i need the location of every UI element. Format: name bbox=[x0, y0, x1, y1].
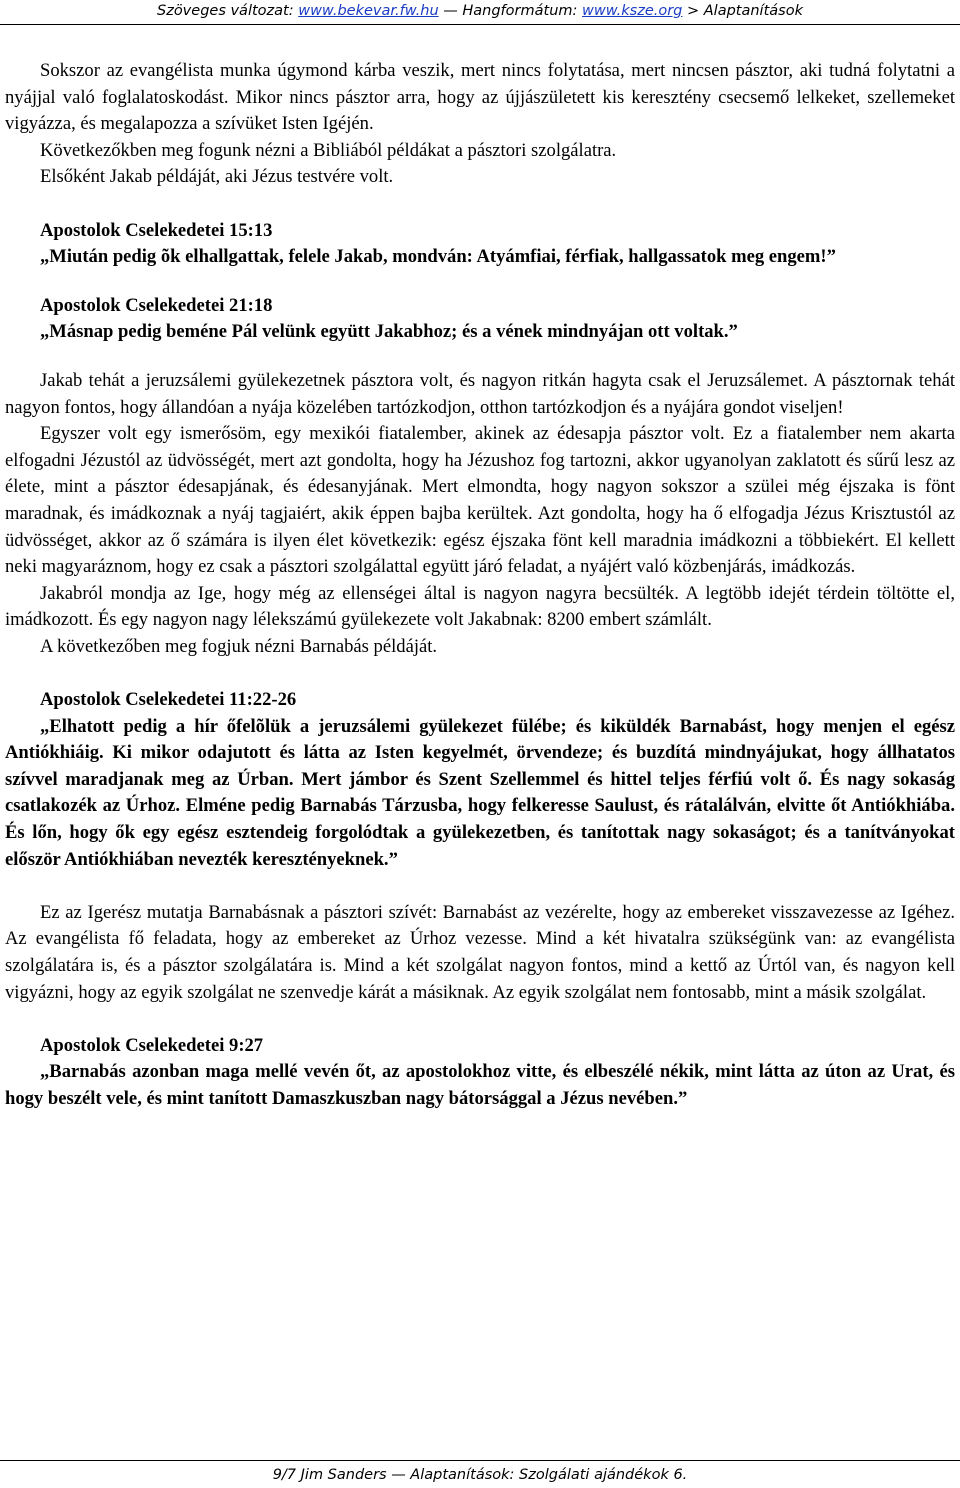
page-footer bbox=[0, 1460, 960, 1488]
header-suffix: > Alaptanítások bbox=[682, 3, 803, 19]
spacer bbox=[5, 873, 955, 900]
scripture-reference: Apostolok Cselekedetei 15:13 bbox=[40, 219, 273, 241]
header-prefix: Szöveges változat: bbox=[157, 3, 299, 19]
scripture-reference: Apostolok Cselekedetei 11:22-26 bbox=[40, 689, 297, 711]
paragraph: Egyszer volt egy ismerősöm, egy mexikói fiatalember, akinek az édesapja pásztor volt. Ez a fiatalember nem akarta elfogadni Jézustól az üdvösségét, mert azt gondolta, hogy ha Jézushoz fog tartozni, akkor ugyanolyan zaklatott és sűrű lesz az élete, mint a pásztor édesapjának, és édesanyjának. Mert elmondta, hogy nagyon sokszor a szülei még éjszaka is fönt maradnak, és imádkoznak a nyáj tagjaiért, akik éppen bajba kerültek. Azt gondolta, hogy ha ő elfogadja Jézus Krisztustól az üdvösséget, akkor az ő számára is ilyen élet következik: egész éjszaka fönt kell maradnia imádkozni a többiekért. El kellett neki magyaráznom, hogy ez csak a pásztori szolgálattal együtt járó feladat, a nyájért való közbenjárás, imádkozás. bbox=[5, 423, 955, 578]
spacer bbox=[5, 346, 955, 368]
scripture-quote: „Másnap pedig beméne Pál velünk együtt Jakabhoz; és a vének mindnyájan ott voltak.” bbox=[40, 321, 738, 343]
scripture-quote: „Miután pedig õk elhallgattak, felele Jakab, mondván: Atyámfiai, férfiak, hallgassatok meg engem!” bbox=[40, 246, 836, 268]
paragraph: Következőkben meg fogunk nézni a Bibliából példákat a pásztori szolgálatra. bbox=[40, 139, 617, 161]
footer-text: 9/7 Jim Sanders — Alaptanítások: Szolgálati ajándékok 6. bbox=[272, 1467, 688, 1483]
paragraph: Elsőként Jakab példáját, aki Jézus testvére volt. bbox=[40, 166, 394, 188]
ksze-link[interactable]: www.ksze.org bbox=[582, 3, 683, 19]
paragraph: Ez az Igerész mutatja Barnabásnak a pásztori szívét: Barnabást az vezérelte, hogy az embereket visszavezesse az Igéhez. Az evangélista fő feladata, hogy az embereket az Úrhoz vezesse. Mind a két hivatalra szükségünk van: az evangélista szolgálatára is, és a pásztor szolgálatára is. Mind a két szolgálat nagyon fontos, mind a kettő az Úrtól van, és nagyon kell vigyázni, hogy az egyik szolgálat ne szenvedje kárát a másiknak. Az egyik szolgálat nem fontosabb, mint a másik szolgálat. bbox=[5, 901, 955, 1003]
paragraph: Sokszor az evangélista munka úgymond kárba veszik, mert nincs folytatása, mert nincsen pásztor, aki tudná folytatni a nyájjal való foglalatoskodást. Mikor nincs pásztor arra, hogy az újjászületett kis keresztény csecsemő lelkeket, szellemeket vigyázza, és megalapozza a szívüket Isten Igéjén. bbox=[5, 60, 955, 135]
header-mid: — Hangformátum: bbox=[438, 3, 582, 19]
scripture-reference: Apostolok Cselekedetei 21:18 bbox=[40, 294, 273, 316]
spacer bbox=[5, 191, 955, 218]
scripture-quote: „Elhatott pedig a hír őfelõlük a jeruzsálemi gyülekezet fülébe; és kiküldék Barnabást, hogy menjen el egész Antiókhiáig. Ki mikor odajutott és látta az Isten kegyelmét, örvendeze; és buzdítá mindnyájukat, hogy állhatatos szívvel maradjanak meg az Úrban. Mert jámbor és Szent Szellemmel és hittel teljes férfiú volt ő. És nagy sokaság csatlakozék az Úrhoz. Elméne pedig Barnabás Tárzusba, hogy felkeresse Saulust, és rátalálván, elvitte őt Antiókhiába. És lőn, hogy ők egy egész esztendeig forgolódtak a gyülekezetben, és tanítottak nagy sokaságot; és a tanítványokat először Antiókhiában nevezték keresztényeknek.” bbox=[5, 715, 955, 870]
paragraph: Jakab tehát a jeruzsálemi gyülekezetnek pásztora volt, és nagyon ritkán hagyta csak el Jeruzsálemet. A pásztornak tehát nagyon fontos, hogy állandóan a nyája közelében tartózkodjon, otthon tartózkodjon és a nyájára gondot viseljen! bbox=[5, 369, 955, 418]
spacer bbox=[5, 660, 955, 687]
footer-divider bbox=[0, 1460, 960, 1461]
paragraph: Jakabról mondja az Ige, hogy még az ellenségei által is nagyon nagyra becsülték. A legtöbb idejét térdein töltötte el, imádkozott. És egy nagyon nagy lélekszámú gyülekezete volt Jakabnak: 8200 embert számlált. bbox=[5, 582, 955, 631]
bekevar-link[interactable]: www.bekevar.fw.hu bbox=[298, 3, 439, 19]
spacer bbox=[5, 1006, 955, 1033]
page-header bbox=[0, 0, 960, 22]
paragraph: A következőben meg fogjuk nézni Barnabás példáját. bbox=[40, 635, 438, 657]
scripture-reference: Apostolok Cselekedetei 9:27 bbox=[40, 1034, 264, 1056]
page-body bbox=[5, 58, 955, 1113]
spacer bbox=[5, 271, 955, 293]
scripture-quote: „Barnabás azonban maga mellé vevén őt, az apostolokhoz vitte, és elbeszélé nékik, mint látta az úton az Urat, és hogy beszélt vele, és mint tanított Damaszkuszban nagy bátorsággal a Jézus nevében.” bbox=[5, 1061, 955, 1109]
header-divider bbox=[0, 24, 960, 25]
